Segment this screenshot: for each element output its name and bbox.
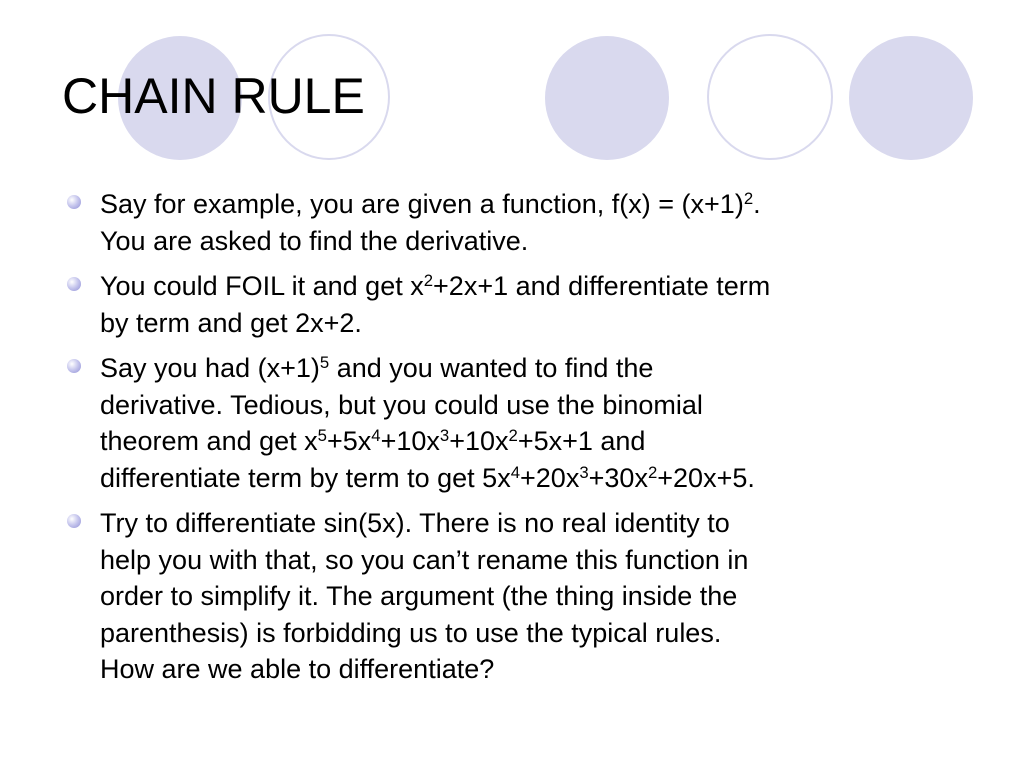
decorative-circle-filled [849, 36, 973, 160]
bullet-item [62, 268, 962, 341]
bullet-text-line: differentiate term by term to get $5x^4+20x^3+30x^2+20x+5$. [100, 462, 755, 493]
bullet-icon [67, 514, 81, 528]
bullet-icon [67, 359, 81, 373]
bullet-text-line: theorem and get $x^5+5x^4+10x^3+10x^2+5x+1$ and [100, 425, 646, 456]
bullet-text-line: by term and get 2x+2. [100, 307, 362, 338]
bullet-text-line: Say for example, you are given a function, $f(x) = (x+1)^2$. [100, 188, 761, 219]
slide-title: CHAIN RULE [62, 68, 365, 124]
bullet-icon [67, 195, 81, 209]
bullet-icon [67, 277, 81, 291]
bullet-text-line: derivative. Tedious, but you could use the binomial [100, 389, 703, 420]
bullet-item [62, 186, 962, 259]
bullet-text-line: help you with that, so you can’t rename this function in [100, 544, 749, 575]
bullet-text-line: You are asked to find the derivative. [100, 225, 529, 256]
bullet-text-line: Say you had $(x+1)^5$ and you wanted to find the [100, 352, 654, 383]
decorative-circle-outline [707, 34, 833, 160]
bullet-item [62, 350, 962, 496]
bullet-text-line: Try to differentiate sin(5x). There is no real identity to [100, 508, 730, 538]
bullet-text-line: order to simplify it. The argument (the thing inside the [100, 581, 738, 611]
bullet-text-line: You could FOIL it and get $x^2+2x+1$ and differentiate term [100, 270, 771, 301]
bullet-text-line: parenthesis) is forbidding us to use the typical rules. [100, 617, 722, 648]
bullet-list [62, 186, 962, 697]
bullet-text-line: How are we able to differentiate? [100, 654, 495, 684]
decorative-circle-filled [545, 36, 669, 160]
bullet-item [62, 505, 962, 688]
